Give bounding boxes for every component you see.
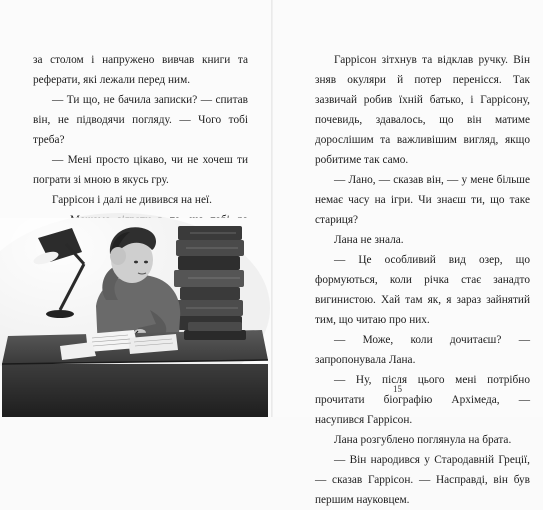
- paragraph: Гаррісон і далі не дивився на неї.: [52, 194, 212, 206]
- desk-books: [184, 322, 246, 340]
- illustration-boy-studying: [0, 218, 271, 417]
- paragraph: — Ти що, не бачила записки? — спитав він, не підводячи погляду. — Чого тобі треба?: [33, 94, 248, 146]
- book-stack: [174, 226, 244, 330]
- paragraph: Лана розгублено поглянула на брата.: [334, 434, 512, 446]
- paragraph: Лана не знала.: [334, 234, 404, 246]
- paragraph: — Лано, — сказав він, — у мене більше немає часу на ігри. Чи знаєш ти, що таке стариця?: [315, 174, 530, 226]
- right-page-text: [315, 50, 530, 510]
- page-number: 15: [393, 384, 402, 394]
- left-page: [0, 0, 271, 417]
- paragraph: — Це особливий вид озер, що формуються, коли річка стає занадто вигинистою. Хай там як, я зараз зайнятий тим, що читаю про них.: [315, 254, 530, 326]
- paragraph: — Він народився у Стародавній Греції, — сказав Гаррісон. — Насправді, він був першим науковцем.: [315, 454, 530, 506]
- right-page: [273, 0, 543, 506]
- paragraph: Гаррісон зітхнув та відклав ручку. Він зняв окуляри й потер перенісся. Так зазвичай робив їхній батько, і Гаррісону, почевидь, здавалось, що він матиме дорослішим та важливішим вигляд, якщо робитиме так само.: [315, 54, 530, 166]
- paragraph: — Може, коли дочитаєш? — запропонувала Лана.: [315, 334, 530, 366]
- paragraph: — Мені просто цікаво, чи не хочеш ти пограти зі мною в якусь гру.: [33, 154, 248, 186]
- paragraph: — Ну, після цього мені потрібно прочитати біографію Архімеда, — насупився Гаррісон.: [315, 374, 530, 426]
- paragraph: за столом і напружено вивчав книги та реферати, які лежали перед ним.: [33, 54, 248, 86]
